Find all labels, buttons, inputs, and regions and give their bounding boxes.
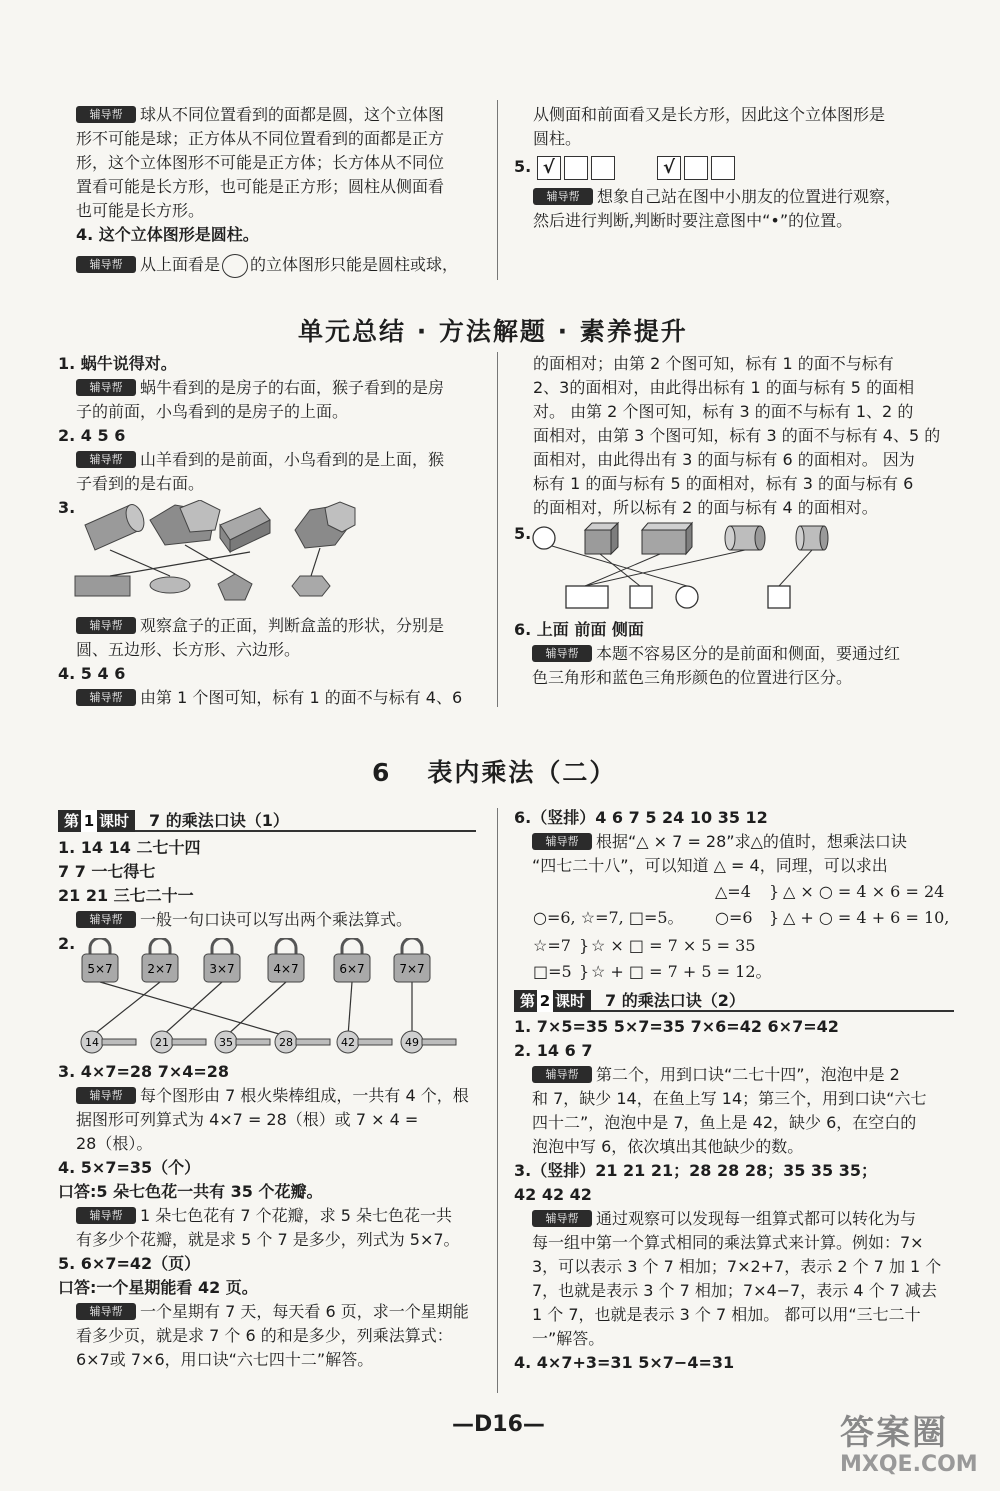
text-line [76,199,486,223]
locks-keys-figure [70,938,470,1058]
text-line [514,1279,941,1303]
key-icon [81,1031,136,1053]
line-text: 和 7，缺少 14，在鱼上写 14；第三个，用到口诀“六七 [532,1089,927,1108]
text-line [514,1015,941,1039]
cuboid-solid [642,523,692,554]
key-label: 21 [155,1036,169,1049]
line-text: 每个图形由 7 根火柴棒组成，一共有 4 个，根 [140,1086,469,1105]
lock-icon [204,938,240,982]
line-text: 1. 蜗牛说得对。 [58,354,177,373]
text-line [58,860,412,884]
text-line [533,496,940,520]
top-left-last-line [76,253,458,278]
chapter-number: 6 [372,758,392,787]
line-text: 山羊看到的是前面，小鸟看到的是上面，猴 [140,450,445,469]
line-text: 蜗牛看到的是房子的右面，猴子看到的是房 [140,378,445,397]
text-line [76,175,486,199]
text-line [58,662,462,686]
text-line [514,1231,941,1255]
lock-label: 7×7 [399,962,425,976]
text-line [533,448,940,472]
lock-label: 2×7 [147,962,173,976]
text-line [514,1159,941,1183]
key-icon [401,1031,456,1053]
math-line-2-left: ○=6, ☆=7, □=5。 [533,908,684,927]
text-line [533,185,901,209]
line-text: 4. 5 4 6 [58,664,126,683]
unit-left-after-figure [58,614,462,710]
checkbox-checked: √ [657,156,681,180]
text-line [514,1207,941,1231]
text-line [514,1135,941,1159]
help-badge: 辅导帮 [532,1210,592,1227]
lesson-name: 7 的乘法口诀（2） [605,991,745,1010]
line-text: 口答:5 朵七色花一共有 35 个花瓣。 [58,1182,323,1201]
help-badge: 辅导帮 [76,451,136,468]
line-text: 通过观察可以发现每一组算式都可以转化为与 [596,1209,917,1228]
text-line [58,1276,469,1300]
lesson-name: 7 的乘法口诀（1） [149,811,289,830]
text-line [58,884,412,908]
line-text: 每一组中第一个算式相同的乘法算式来计算。例如：7× [532,1233,924,1252]
math-line-2-right: △ + ○ = 4 + 6 = 10, [783,908,950,927]
line-text: 2. 4 5 6 [58,426,126,445]
line-text: 对。 由第 2 个图可知，标有 3 的面不与标有 1、2 的 [533,402,914,421]
line-text: 由第 1 个图可知，标有 1 的面不与标有 4、6 [140,688,463,707]
circle-view-bottom [676,586,698,608]
lock-icon [394,938,430,982]
text-line [514,1087,941,1111]
line-text: 有多少个花瓣，就是求 5 个 7 是多少，列式为 5×7。 [76,1230,460,1249]
text-line [514,854,907,878]
key-label: 49 [405,1036,419,1049]
line-text: 根据“△ × 7 = 28”求△的值时，想乘法口诀 [596,832,907,851]
text-line [76,103,486,127]
column-divider-chapter [497,808,498,1393]
line-text: 形不可能是球；正方体从不同位置看到的面都是正方 [76,129,445,148]
lock-icon [82,938,118,982]
unit-q5-label: 5. [514,524,532,543]
top-right-column [533,103,953,151]
math-brace: } [579,962,590,981]
text-after-circle: 的立体图形只能是圆柱或球， [250,255,459,274]
key-label: 35 [219,1036,233,1049]
math-line-3-right: ☆ × □ = 7 × 5 = 35 [591,936,756,955]
text-line [58,1228,469,1252]
help-badge: 辅导帮 [533,188,593,205]
text-line [58,686,462,710]
text-line [58,908,412,932]
lesson-1-header [58,808,476,832]
line-text: 的面相对，所以标有 2 的面与标有 4 的面相对。 [533,498,878,517]
line-text: 4. 这个立体图形是圆柱。 [76,225,259,244]
lesson-2-header [514,988,954,1012]
text-line [58,1300,469,1324]
line-text: 6.（竖排）4 6 7 5 24 10 35 12 [514,808,768,827]
text-line [58,1324,469,1348]
text-line [58,836,412,860]
pentagonal-prism-solid [150,500,220,545]
text-line [58,1108,469,1132]
line-text: 7，也就是表示 3 个 7 相加；7×4−7，表示 4 个 7 减去 [532,1281,937,1300]
top-left-column [76,103,486,247]
rectangular-prism-solid [220,508,270,552]
line-text: 一”解答。 [532,1329,605,1348]
key-icon [151,1031,206,1053]
line-text: 6. 上面 前面 侧面 [514,620,644,639]
text-line [514,1111,941,1135]
text-line [76,151,486,175]
line-text: 泡泡中写 6，依次填出其他缺少的数。 [532,1137,804,1156]
text-line [533,209,901,233]
rectangle-view [566,586,608,608]
text-line [533,472,940,496]
cube-solid [585,523,618,554]
text-line [514,1255,941,1279]
chapter-title: 表内乘法（二） [427,758,617,787]
line-text: 第二个，用到口诀“二七十四”，泡泡中是 2 [596,1065,900,1084]
text-line [514,1327,941,1351]
text-line [58,352,444,376]
line-text: 1. 7×5=35 5×7=35 7×6=42 6×7=42 [514,1017,839,1036]
key-label: 14 [85,1036,99,1049]
text-line [58,1348,469,1372]
help-badge: 辅导帮 [76,256,136,273]
text-line [514,666,900,690]
line-text: 2. [58,934,76,953]
text-line [514,1351,941,1375]
line-text: 4. 5×7=35（个） [58,1158,201,1177]
text-line [58,1252,469,1276]
line-text: 标有 1 的面与标有 5 的面相对，标有 3 的面与标有 6 [533,474,914,493]
column-divider-unit [497,352,498,707]
text-line [58,614,462,638]
text-line [58,1084,469,1108]
views-matching-figure [530,520,850,615]
text-before-circle: 从上面看是 [140,255,221,274]
text-line [514,830,907,854]
text-line [58,1132,469,1156]
text-line [514,1063,941,1087]
help-badge: 辅导帮 [76,617,136,634]
pentagon-lid [218,574,252,600]
help-badge: 辅导帮 [76,911,136,928]
line-text: 3. [58,498,76,517]
page-number: —D16— [452,1412,545,1437]
line-text: 形，这个立体图形不可能是正方体；长方体从不同位 [76,153,445,172]
math-line-3-left: ☆=7 [533,936,571,955]
math-line-4-right: ☆ + □ = 7 + 5 = 12。 [591,962,772,981]
line-text: 一个星期有 7 天，每天看 6 页，求一个星期能 [140,1302,469,1321]
text-line [58,400,444,424]
text-line [58,1060,469,1084]
line-text: 从侧面和前面看又是长方形，因此这个立体图形是 [533,105,886,124]
line-text: 3，可以表示 3 个 7 相加；7×2+7，表示 2 个 7 加 1 个 [532,1257,942,1276]
cylinder-small-solid [796,526,828,550]
checkbox-empty [684,156,708,180]
line-text: 看多少页，就是求 7 个 6 的和是多少，列乘法算式： [76,1326,453,1345]
lesson-2-lines [514,1015,941,1375]
help-badge: 辅导帮 [532,1066,592,1083]
text-line [533,400,940,424]
line-text: 7 7 一七得七 [58,862,156,881]
lock-icon [142,938,178,982]
text-line [58,424,444,448]
unit-right-after-figure [514,618,900,690]
line-text: 观察盒子的正面，判断盒盖的形状，分别是 [140,616,445,635]
text-line [58,638,462,662]
square-view-b [768,586,790,608]
line-text: 2. 14 6 7 [514,1041,593,1060]
key-label: 42 [341,1036,355,1049]
line-text: 6×7或 7×6，用口诀“六七四十二”解答。 [76,1350,374,1369]
line-text: 28（根）。 [76,1134,153,1153]
math-line-1-left: △=4 [715,882,751,901]
line-text: 四十二”，泡泡中是 7，鱼上是 42，缺少 6，在空白的 [532,1113,917,1132]
help-badge: 辅导帮 [76,106,136,123]
circle-view-top [533,527,555,549]
line-text: 4. 4×7+3=31 5×7−4=31 [514,1353,735,1372]
match-line [348,982,352,1036]
help-badge: 辅导帮 [76,1087,136,1104]
help-badge: 辅导帮 [76,379,136,396]
hexagon-lid [292,576,330,596]
line-text: 1. 14 14 二七十四 [58,838,201,857]
text-line [514,1183,941,1207]
line-text: 想象自己站在图中小朋友的位置进行观察， [597,187,902,206]
text-line [58,1156,469,1180]
line-text: 色三角形和蓝色三角形颜色的位置进行区分。 [532,668,853,687]
help-badge: 辅导帮 [76,1303,136,1320]
key-icon [215,1031,270,1053]
text-line [76,223,486,247]
text-line [58,1204,469,1228]
line-text: 一般一句口诀可以写出两个乘法算式。 [140,910,413,929]
watermark-logo: 答案圈 [840,1413,948,1453]
circle-icon [222,254,248,278]
line-text: 3. 4×7=28 7×4=28 [58,1062,230,1081]
text-line [58,376,444,400]
watermark-url: MXQE.COM [840,1452,978,1477]
math-line-4-left: □=5 [533,962,572,981]
match-line [100,982,286,1036]
solid-to-lid-figure [70,500,440,610]
line-text: 据图形可列算式为 4×7 = 28（根）或 7 × 4 = [76,1110,419,1129]
line-text: 子看到的是右面。 [76,474,205,493]
text-line [514,806,907,830]
line-text: 置看可能是长方形，也可能是正方形；圆柱从侧面看 [76,177,445,196]
math-brace: } [769,882,780,901]
square-view-a [630,586,652,608]
lock-label: 4×7 [273,962,299,976]
key-label: 28 [279,1036,293,1049]
checkbox-empty [711,156,735,180]
text-line [58,1180,469,1204]
text-line [533,352,940,376]
text-line [514,1039,941,1063]
line-text: 1 朵七色花有 7 个花瓣，求 5 朵七色花一共 [140,1206,452,1225]
math-brace: } [769,908,780,927]
text-line [76,127,486,151]
key-icon [337,1031,392,1053]
top-right-help [533,185,901,233]
checkbox-empty [591,156,615,180]
checkbox-empty [564,156,588,180]
circle-lid [150,577,190,593]
line-text: 然后进行判断,判断时要注意图中“•”的位置。 [533,211,853,230]
hexagonal-prism-solid [295,502,355,548]
line-text: 的面相对；由第 2 个图可知，标有 1 的面不与标有 [533,354,894,373]
lesson-tag: 第 2 课时 [514,990,591,1012]
text-line [533,103,953,127]
line-text: 本题不容易区分的是前面和侧面，要通过红 [596,644,901,663]
math-line-2-mid: ○=6 [715,908,753,927]
help-badge: 辅导帮 [76,1207,136,1224]
line-text: 子的前面，小鸟看到的是房子的上面。 [76,402,349,421]
column-divider-top [497,100,498,280]
text-line [533,376,940,400]
text-line [533,127,953,151]
math-line-1-right: △ × ○ = 4 × 6 = 24 [783,882,945,901]
cylinder-lying-solid [725,526,765,550]
text-line [514,618,900,642]
key-icon [275,1031,330,1053]
line-text: 球从不同位置看到的面都是圆，这个立体图 [140,105,445,124]
lock-icon [334,938,370,982]
line-text: 面相对，由第 3 个图可知，标有 3 的面不与标有 4、5 的 [533,426,941,445]
q5-label: 5. [514,157,532,176]
line-text: “四七二十八”，可以知道 △ = 4，同理，可以求出 [532,856,888,875]
line-text: 也可能是长方形。 [76,201,205,220]
lock-label: 5×7 [87,962,113,976]
text-line [58,472,444,496]
lock-label: 6×7 [339,962,365,976]
lesson-1-lines-b [58,1060,469,1372]
line-text: 面相对，由此得出有 3 的面与标有 6 的面相对。 因为 [533,450,915,469]
line-text: 1 个 7，也就是表示 3 个 7 相加。 都可以用“三七二十 [532,1305,921,1324]
unit-right-column [533,352,940,520]
help-badge: 辅导帮 [532,833,592,850]
line-text: 圆柱。 [533,129,582,148]
line-text: 5. 6×7=42（页） [58,1254,201,1273]
line-text: 圆、五边形、长方形、六边形。 [76,640,301,659]
chapter-heading [372,753,616,789]
help-badge: 辅导帮 [532,645,592,662]
unit-left-column [58,352,444,520]
rectangle-lid [75,576,130,596]
math-brace: } [579,936,590,955]
unit-summary-title: 单元总结 · 方法解题 · 素养提升 [298,317,688,346]
lock-label: 3×7 [209,962,235,976]
text-line [533,424,940,448]
q5-checkbox-row [514,155,738,180]
checkbox-checked: √ [537,156,561,180]
line-text: 21 21 三七二十一 [58,886,194,905]
lesson-tag: 第 1 课时 [58,810,135,832]
line-text: 口答:一个星期能看 42 页。 [58,1278,258,1297]
line-text: 3.（竖排）21 21 21；28 28 28；35 35 35； [514,1161,878,1180]
match-line [162,982,222,1036]
cylinder-solid [85,502,147,550]
lock-icon [268,938,304,982]
text-line [58,448,444,472]
text-line [514,642,900,666]
help-badge: 辅导帮 [76,689,136,706]
text-line [514,1303,941,1327]
q6-lines [514,806,907,878]
line-text: 42 42 42 [514,1185,592,1204]
line-text: 2、3的面相对，由此得出标有 1 的面与标有 5 的面相 [533,378,915,397]
